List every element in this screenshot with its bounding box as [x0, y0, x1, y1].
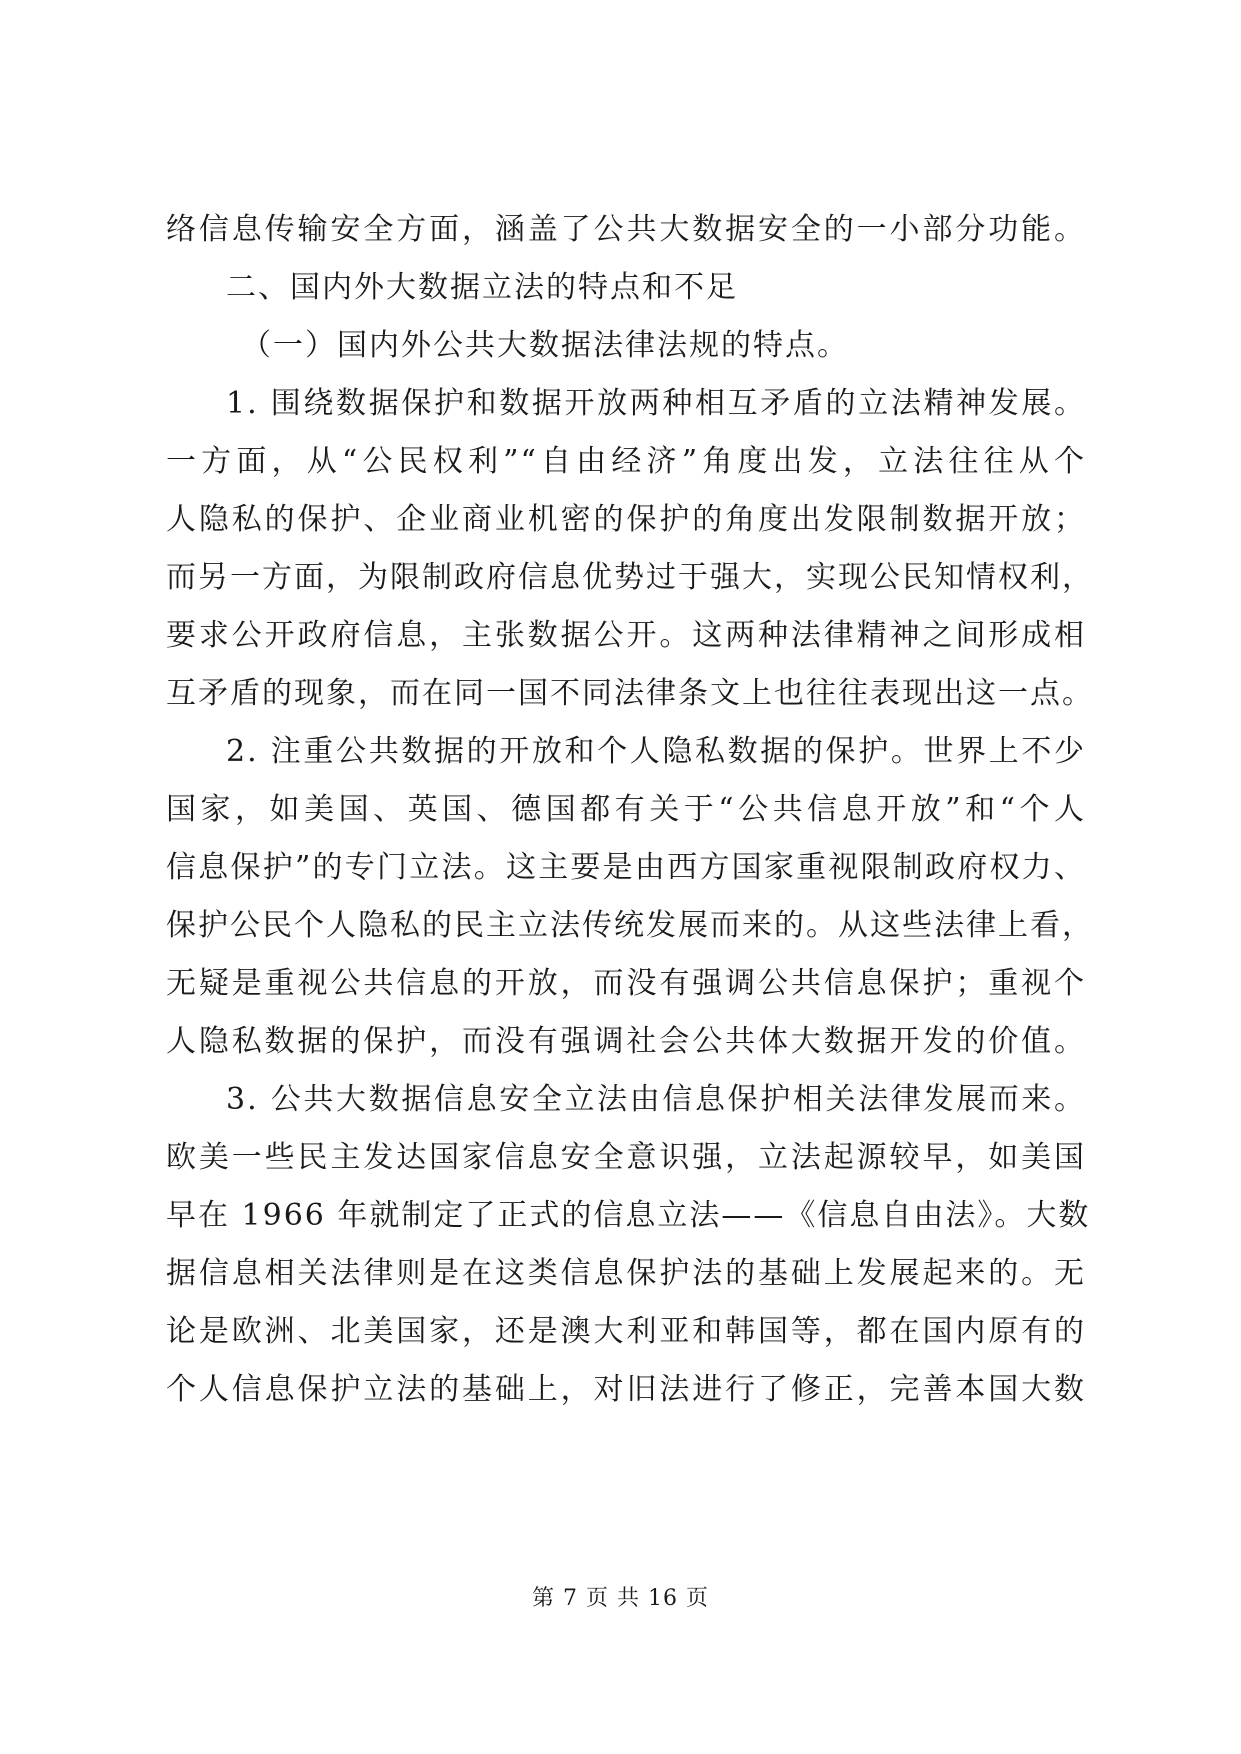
- paragraph-line: 据信息相关法律则是在这类信息保护法的基础上发展起来的。无: [166, 1256, 1086, 1291]
- paragraph-line: 论是欧洲、北美国家，还是澳大利亚和韩国等，都在国内原有的: [166, 1314, 1086, 1349]
- paragraph-line: 人隐私的保护、企业商业机密的保护的角度出发限制数据开放；: [166, 502, 1086, 537]
- subsection-heading: （一）国内外公共大数据法律法规的特点。: [241, 328, 849, 363]
- paragraph-line: 要求公开政府信息，主张数据公开。这两种法律精神之间形成相: [166, 618, 1086, 653]
- paragraph-line: 保护公民个人隐私的民主立法传统发展而来的。从这些法律上看，: [166, 908, 1094, 943]
- paragraph-line: 而另一方面，为限制政府信息优势过于强大，实现公民知情权利，: [166, 560, 1094, 595]
- paragraph-line: 1. 围绕数据保护和数据开放两种相互矛盾的立法精神发展。: [226, 386, 1086, 421]
- paragraph-line: 欧美一些民主发达国家信息安全意识强，立法起源较早，如美国: [166, 1140, 1086, 1175]
- paragraph-line: 络信息传输安全方面，涵盖了公共大数据安全的一小部分功能。: [166, 212, 1086, 247]
- page-number-footer: 第 7 页 共 16 页: [532, 1586, 709, 1611]
- paragraph-line: 互矛盾的现象，而在同一国不同法律条文上也往往表现出这一点。: [166, 676, 1094, 711]
- section-heading: 二、国内外大数据立法的特点和不足: [226, 270, 738, 305]
- paragraph-line: 无疑是重视公共信息的开放，而没有强调公共信息保护；重视个: [166, 966, 1086, 1001]
- paragraph-line: 个人信息保护立法的基础上，对旧法进行了修正，完善本国大数: [166, 1372, 1086, 1407]
- paragraph-line: 人隐私数据的保护，而没有强调社会公共体大数据开发的价值。: [166, 1024, 1086, 1059]
- paragraph-line: 国家，如美国、英国、德国都有关于“公共信息开放”和“个人: [166, 792, 1086, 827]
- paragraph-line: 2. 注重公共数据的开放和个人隐私数据的保护。世界上不少: [226, 734, 1086, 769]
- paragraph-line: 一方面，从“公民权利”“自由经济”角度出发，立法往往从个: [166, 444, 1086, 479]
- paragraph-line: 早在 1966 年就制定了正式的信息立法——《信息自由法》。大数: [166, 1198, 1091, 1233]
- paragraph-line: 3. 公共大数据信息安全立法由信息保护相关法律发展而来。: [226, 1082, 1086, 1117]
- paragraph-line: 信息保护”的专门立法。这主要是由西方国家重视限制政府权力、: [166, 850, 1086, 885]
